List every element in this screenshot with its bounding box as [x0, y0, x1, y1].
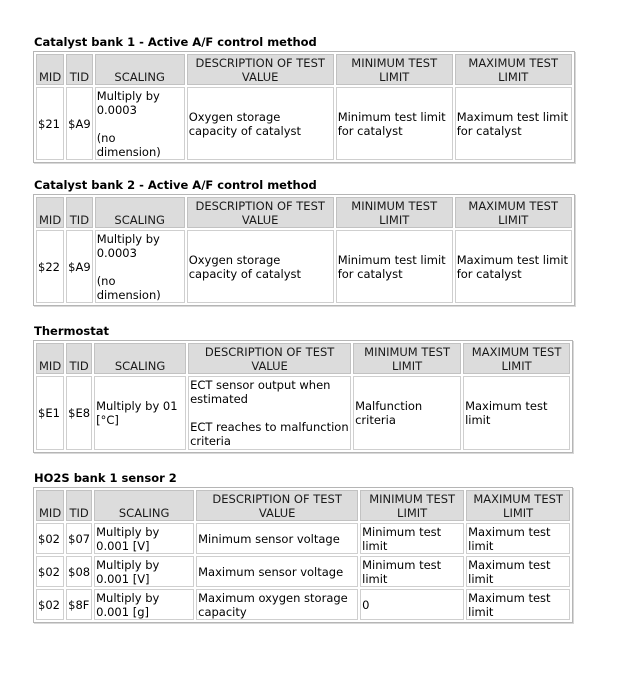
table-row — [36, 556, 570, 587]
scaling-factor: Multiply by 0.0003 — [96, 231, 160, 260]
catalyst-bank-1-title: Catalyst bank 1 - Active A/F control method — [34, 35, 317, 49]
ho2s-title: HO2S bank 1 sensor 2 — [34, 471, 177, 485]
cell-mid: $21 — [36, 87, 64, 160]
cell-description: Maximum oxygen storage capacity — [196, 589, 358, 620]
thermostat-table — [33, 340, 573, 453]
header-description: DESCRIPTION OF TEST VALUE — [196, 490, 358, 521]
cell-mid: $02 — [36, 556, 64, 587]
cell-min-limit: Minimum test limit for catalyst — [336, 230, 453, 303]
description-line: ECT reaches to malfunction criteria — [190, 420, 349, 448]
catalyst-bank-1-table — [33, 51, 575, 163]
cell-min-limit: Minimum test limit — [360, 556, 464, 587]
cell-scaling — [95, 230, 185, 303]
table-row — [36, 589, 570, 620]
cell-scaling: Multiply by 0.001 [V] — [94, 556, 194, 587]
header-scaling: SCALING — [94, 490, 194, 521]
cell-min-limit: 0 — [360, 589, 464, 620]
cell-mid: $E1 — [36, 376, 64, 450]
table-row — [36, 376, 570, 450]
cell-description — [188, 376, 351, 450]
cell-max-limit: Maximum test limit for catalyst — [455, 230, 572, 303]
cell-min-limit: Minimum test limit for catalyst — [336, 87, 453, 160]
catalyst-bank-2-section — [33, 179, 575, 306]
cell-mid: $02 — [36, 589, 64, 620]
cell-max-limit: Maximum test limit — [466, 523, 570, 554]
header-scaling: SCALING — [95, 54, 185, 85]
catalyst-bank-2-title: Catalyst bank 2 - Active A/F control method — [34, 178, 317, 192]
header-min-limit: MINIMUM TEST LIMIT — [336, 54, 453, 85]
header-min-limit: MINIMUM TEST LIMIT — [336, 197, 453, 228]
ho2s-table — [33, 487, 573, 623]
description-line: ECT sensor output when estimated — [190, 378, 331, 406]
header-mid: MID — [36, 197, 64, 228]
scaling-factor: Multiply by 0.0003 — [96, 88, 160, 117]
cell-tid: $A9 — [66, 230, 93, 303]
header-scaling: SCALING — [94, 343, 186, 374]
cell-max-limit: Maximum test limit for catalyst — [455, 87, 572, 160]
cell-scaling: Multiply by 0.001 [V] — [94, 523, 194, 554]
table-row — [36, 87, 572, 160]
scaling-unit: (no dimension) — [96, 130, 161, 159]
cell-mid: $22 — [36, 230, 64, 303]
thermostat-title: Thermostat — [34, 324, 109, 338]
header-max-limit: MAXIMUM TEST LIMIT — [455, 197, 572, 228]
cell-min-limit: Malfunction criteria — [353, 376, 461, 450]
header-min-limit: MINIMUM TEST LIMIT — [360, 490, 464, 521]
header-mid: MID — [36, 343, 64, 374]
ho2s-section — [33, 472, 573, 623]
header-max-limit: MAXIMUM TEST LIMIT — [455, 54, 572, 85]
thermostat-section — [33, 325, 573, 453]
header-tid: TID — [66, 197, 93, 228]
header-max-limit: MAXIMUM TEST LIMIT — [463, 343, 570, 374]
cell-max-limit: Maximum test limit — [466, 556, 570, 587]
header-max-limit: MAXIMUM TEST LIMIT — [466, 490, 570, 521]
header-tid: TID — [66, 54, 93, 85]
header-description: DESCRIPTION OF TEST VALUE — [187, 54, 334, 85]
header-description: DESCRIPTION OF TEST VALUE — [187, 197, 334, 228]
cell-description: Maximum sensor voltage — [196, 556, 358, 587]
cell-min-limit: Minimum test limit — [360, 523, 464, 554]
cell-tid: $8F — [66, 589, 92, 620]
header-mid: MID — [36, 490, 64, 521]
cell-tid: $07 — [66, 523, 92, 554]
header-description: DESCRIPTION OF TEST VALUE — [188, 343, 351, 374]
cell-description: Oxygen storage capacity of catalyst — [187, 230, 334, 303]
header-min-limit: MINIMUM TEST LIMIT — [353, 343, 461, 374]
cell-scaling — [95, 87, 185, 160]
cell-tid: $E8 — [66, 376, 92, 450]
cell-max-limit: Maximum test limit — [466, 589, 570, 620]
table-row — [36, 230, 572, 303]
cell-max-limit: Maximum test limit — [463, 376, 570, 450]
header-mid: MID — [36, 54, 64, 85]
header-tid: TID — [66, 490, 92, 521]
header-scaling: SCALING — [95, 197, 185, 228]
catalyst-bank-1-section — [33, 36, 575, 163]
cell-tid: $08 — [66, 556, 92, 587]
cell-tid: $A9 — [66, 87, 93, 160]
cell-scaling: Multiply by 0.001 [g] — [94, 589, 194, 620]
cell-scaling: Multiply by 01 [°C] — [94, 376, 186, 450]
table-row — [36, 523, 570, 554]
cell-description: Oxygen storage capacity of catalyst — [187, 87, 334, 160]
catalyst-bank-2-table — [33, 194, 575, 306]
scaling-unit: (no dimension) — [96, 273, 161, 302]
cell-mid: $02 — [36, 523, 64, 554]
cell-description: Minimum sensor voltage — [196, 523, 358, 554]
header-tid: TID — [66, 343, 92, 374]
